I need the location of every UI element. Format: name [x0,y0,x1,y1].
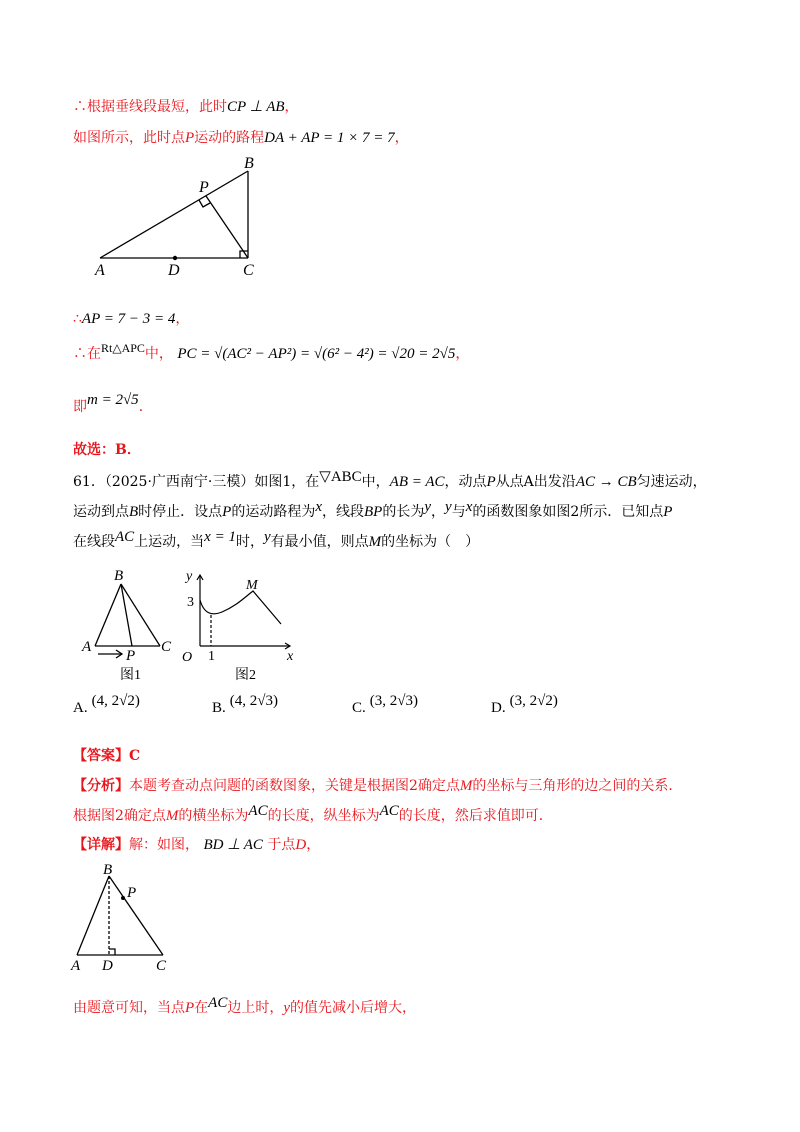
math-var: M [459,778,473,794]
step-text: 即 [73,399,87,415]
math-var: x [315,499,323,515]
detail-text: 解：如图， [129,837,199,853]
label-C: C [243,262,254,279]
fig2-label-y: y [186,569,193,584]
fig2-label-M: M [246,578,258,593]
figure-1 [95,584,160,658]
analysis-text: 的长度，纵坐标为 [267,808,380,824]
right-angle-mark-P [199,200,210,207]
final-line [73,997,416,1019]
q-text: 时停止．设点 [138,504,223,520]
q-text: 中， [361,474,390,490]
math-expr: AP = 7 − 3 = 4 [81,311,176,327]
step-text: ∴根据垂线段最短，此时 [73,99,227,115]
solution-step-4 [73,343,469,365]
math-var: AC [115,529,135,545]
answer-tag: 【答案】 [73,748,129,764]
q-text: 如图1，在 [254,474,320,490]
math-expr: x = 1 [204,529,236,545]
question-number: 61． [73,474,105,490]
fig3-edge-BC [109,876,163,955]
q-text: ，动点 [444,474,487,490]
fig2-curve [200,591,281,624]
math-var: B [129,504,139,520]
option-value: (3, 2√3) [369,693,418,709]
label-B: B [244,155,254,172]
math-expr: AB = AC [389,474,445,490]
edge-AB [100,171,248,258]
option-label: D. [491,700,506,716]
fig3-label-P: P [127,885,137,901]
option-b[interactable] [212,693,278,717]
math-var: y [424,499,432,515]
fig3-label-B: B [103,862,113,878]
detail-line [73,834,320,856]
math-var: y [283,1000,291,1016]
step-text: ， [284,99,299,115]
fig1-caption: 图1 [120,668,141,683]
math-expr: DA + AP = 1 × 7 = 7 [264,130,395,146]
math-var: AC [379,803,399,819]
q-text: 的运动路程为 [231,504,316,520]
analysis-text: 的横坐标为 [178,808,249,824]
option-d[interactable] [491,693,558,717]
label-P: P [199,179,209,196]
fig3-edge-AB [77,876,109,955]
detail-tag: 【详解】 [73,837,129,853]
question-line-2 [73,501,672,523]
math-expr: CP ⊥ AB [227,99,285,115]
solution-step-5 [73,392,153,418]
question-source: （2025·广西南宁·三模） [104,474,255,490]
step-text: ∴ [73,311,82,327]
figure-2 [197,575,290,649]
final-text: 的值先减小后增大， [290,1000,417,1016]
point-D [173,256,177,260]
step-text: ∴在 [73,346,101,362]
q-text: 与 [451,504,466,520]
solution-step-1 [73,96,299,118]
math-expr: ▽ABC [319,469,362,485]
answer-line [73,745,140,767]
label-A: A [95,262,105,279]
option-label: C. [352,700,366,716]
q-text: 在线段 [73,534,115,550]
final-text: 在 [194,1000,209,1016]
option-value: (3, 2√2) [509,693,558,709]
question-line-3 [73,531,479,553]
q-text: 的长为 [382,504,425,520]
analysis-text: 的坐标与三角形的边之间的关系． [472,778,683,794]
math-var: y [445,499,452,515]
fig2-label-3: 3 [187,595,194,610]
fig1-label-P: P [126,648,136,664]
math-var: x [465,499,473,515]
math-var: P [486,474,496,490]
solution-step-2 [73,127,409,149]
final-text: 边上时， [227,1000,284,1016]
q-text: ， [431,504,446,520]
q-text: ，线段 [322,504,365,520]
detail-text: ， [306,837,321,853]
math-var: P [185,130,195,146]
fig3-label-D: D [102,958,113,974]
analysis-line-2 [73,805,553,827]
option-label: A. [73,700,88,716]
analysis-tag: 【分析】 [73,778,129,794]
fig3-point-P [121,896,125,900]
step-text: ， [394,130,409,146]
math-var: D [295,837,307,853]
fig3-label-A: A [71,958,81,974]
option-label: B. [212,700,226,716]
math-var: BP [364,504,383,520]
label-D: D [168,262,180,279]
step-text: 中， [144,346,173,362]
solution-conclusion: 故选：B． [73,442,141,458]
fig3-label-C: C [156,958,167,974]
math-var: M [165,808,179,824]
analysis-text: 的长度，然后求值即可． [398,808,553,824]
math-expr: AC → CB [575,474,637,490]
fig1-edge-BC [121,584,160,646]
fig2-label-x: x [287,649,294,664]
math-var: AC [248,803,268,819]
q-text: 的坐标为（ ） [381,534,480,550]
fig2-label-O: O [182,650,193,665]
fig1-edge-AB [95,584,121,646]
step-text: ． [138,399,153,415]
option-value: (4, 2√2) [91,693,140,709]
math-expr: BD ⊥ AC [203,837,263,853]
option-value: (4, 2√3) [229,693,278,709]
q-text: 从点A出发沿 [495,474,576,490]
math-expr: PC = √(AC² − AP²) = √(6² − 4²) = √20 = 2√5 [177,346,456,362]
analysis-text: 本题考查动点问题的函数图象，关键是根据图2确定点 [129,778,460,794]
math-var: P [663,504,673,520]
answer-value: C [129,748,141,764]
question-line-1 [73,471,707,493]
math-var: M [368,534,382,550]
step-text: ， [455,346,470,362]
fig1-segment-BP [121,584,132,646]
fig1-label-A: A [82,639,92,655]
fig2-label-1: 1 [208,649,215,664]
math-expr: Rt△APC [101,341,145,355]
q-text: 时， [235,534,264,550]
math-var: y [263,529,271,545]
right-angle-mark-C [240,251,248,258]
analysis-line-1 [73,775,682,797]
math-var: AC [208,995,228,1011]
option-c[interactable] [352,693,418,717]
q-text: 匀速运动， [636,474,707,490]
detail-text: 于点 [267,837,296,853]
q-text: 有最小值，则点 [270,534,369,550]
q-text: 运动到点 [73,504,129,520]
step-text: ， [175,311,190,327]
math-var: P [222,504,232,520]
fig1-arrowhead [116,650,122,658]
segment-PC [206,196,248,258]
option-a[interactable] [73,693,140,717]
math-expr: m = 2√5 [87,392,139,408]
analysis-text: 根据图2确定点 [73,808,166,824]
fig2-caption: 图2 [235,668,256,683]
fig1-label-B: B [114,568,124,584]
fig2-x-arrow [285,643,290,649]
q-text: 的函数图象如图2所示．已知点 [472,504,664,520]
fig3-right-angle-D [109,949,115,955]
solution-step-3 [73,308,189,330]
math-var: P [185,1000,195,1016]
fig1-label-C: C [161,639,172,655]
step-text: 运动的路程 [194,130,265,146]
fig2-y-arrow [197,575,203,580]
step-text: 如图所示，此时点 [73,130,185,146]
q-text: 上运动，当 [134,534,205,550]
final-text: 由题意可知，当点 [73,1000,185,1016]
